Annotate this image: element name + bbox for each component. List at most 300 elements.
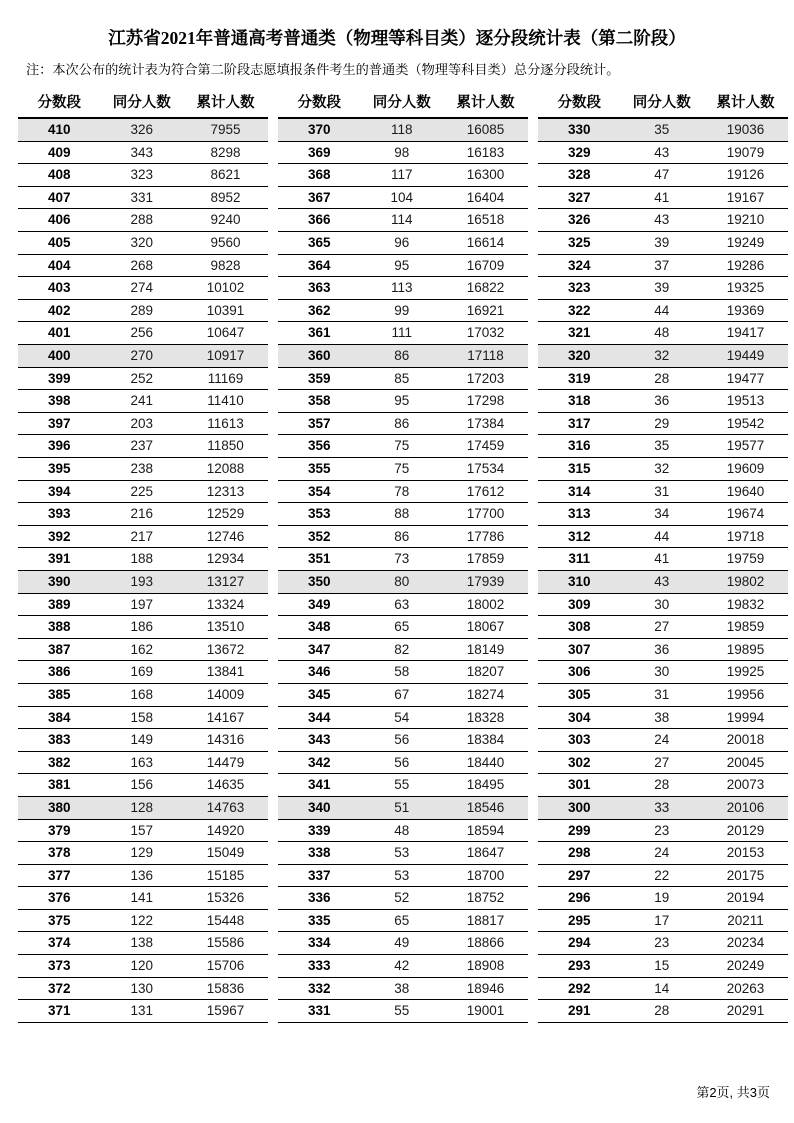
cell-cumulative-count: 18328 [443, 706, 528, 729]
cell-score: 303 [538, 729, 621, 752]
cell-score: 381 [18, 774, 101, 797]
cell-score: 302 [538, 751, 621, 774]
table-row [18, 209, 268, 232]
table-row [18, 864, 268, 887]
cell-same-count: 96 [361, 232, 444, 255]
cell-same-count: 29 [621, 412, 704, 435]
cell-score: 330 [538, 118, 621, 141]
cell-score: 370 [278, 118, 361, 141]
table-row [18, 638, 268, 661]
table-row [18, 729, 268, 752]
cell-score: 397 [18, 412, 101, 435]
page-footer: 第2页, 共3页 [696, 1085, 770, 1100]
cell-same-count: 95 [361, 254, 444, 277]
cell-cumulative-count: 19802 [703, 570, 788, 593]
cumulative-count-column-header: 累计人数 [703, 91, 788, 118]
cell-score: 343 [278, 729, 361, 752]
cell-score: 323 [538, 277, 621, 300]
cell-same-count: 95 [361, 390, 444, 413]
cell-cumulative-count: 7955 [183, 118, 268, 141]
cell-cumulative-count: 13510 [183, 616, 268, 639]
cell-score: 378 [18, 842, 101, 865]
cell-same-count: 44 [621, 299, 704, 322]
same-count-column-header: 同分人数 [361, 91, 444, 118]
cell-same-count: 130 [101, 977, 184, 1000]
cell-same-count: 289 [101, 299, 184, 322]
cell-same-count: 128 [101, 796, 184, 819]
cell-score: 331 [278, 1000, 361, 1023]
cell-cumulative-count: 9828 [183, 254, 268, 277]
cell-same-count: 88 [361, 503, 444, 526]
cell-score: 339 [278, 819, 361, 842]
cell-score: 368 [278, 164, 361, 187]
cell-score: 346 [278, 661, 361, 684]
cell-cumulative-count: 20194 [703, 887, 788, 910]
cell-cumulative-count: 12934 [183, 548, 268, 571]
cell-score: 325 [538, 232, 621, 255]
table-row [538, 390, 788, 413]
cell-score: 405 [18, 232, 101, 255]
cell-same-count: 99 [361, 299, 444, 322]
cell-same-count: 131 [101, 1000, 184, 1023]
cell-cumulative-count: 11410 [183, 390, 268, 413]
table-row [18, 570, 268, 593]
cell-score: 361 [278, 322, 361, 345]
cell-cumulative-count: 19036 [703, 118, 788, 141]
cell-cumulative-count: 19674 [703, 503, 788, 526]
cell-same-count: 98 [361, 141, 444, 164]
cell-score: 296 [538, 887, 621, 910]
cell-same-count: 38 [621, 706, 704, 729]
cell-cumulative-count: 15185 [183, 864, 268, 887]
cell-cumulative-count: 17939 [443, 570, 528, 593]
table-row [538, 932, 788, 955]
cell-score: 379 [18, 819, 101, 842]
table-row [278, 118, 528, 141]
cell-cumulative-count: 17203 [443, 367, 528, 390]
table-row [538, 435, 788, 458]
table-row [18, 593, 268, 616]
table-row [18, 819, 268, 842]
cell-cumulative-count: 14009 [183, 683, 268, 706]
cell-cumulative-count: 12313 [183, 480, 268, 503]
cell-score: 320 [538, 345, 621, 368]
cell-same-count: 268 [101, 254, 184, 277]
cell-same-count: 19 [621, 887, 704, 910]
cell-cumulative-count: 17700 [443, 503, 528, 526]
cell-score: 292 [538, 977, 621, 1000]
cell-score: 335 [278, 909, 361, 932]
cell-cumulative-count: 17384 [443, 412, 528, 435]
cell-same-count: 323 [101, 164, 184, 187]
cell-same-count: 82 [361, 638, 444, 661]
score-table [278, 91, 528, 1023]
cell-same-count: 15 [621, 955, 704, 978]
cell-cumulative-count: 18207 [443, 661, 528, 684]
cell-cumulative-count: 16709 [443, 254, 528, 277]
cell-cumulative-count: 13841 [183, 661, 268, 684]
table-row [278, 774, 528, 797]
cell-cumulative-count: 17459 [443, 435, 528, 458]
cell-same-count: 41 [621, 548, 704, 571]
table-row [278, 751, 528, 774]
cell-score: 319 [538, 367, 621, 390]
cell-score: 364 [278, 254, 361, 277]
table-row [538, 412, 788, 435]
cell-cumulative-count: 19417 [703, 322, 788, 345]
table-row [18, 118, 268, 141]
cell-same-count: 37 [621, 254, 704, 277]
cell-same-count: 43 [621, 209, 704, 232]
cell-score: 304 [538, 706, 621, 729]
table-row [18, 842, 268, 865]
cell-cumulative-count: 15586 [183, 932, 268, 955]
table-row [538, 277, 788, 300]
cell-score: 342 [278, 751, 361, 774]
cell-same-count: 252 [101, 367, 184, 390]
table-row [18, 887, 268, 910]
cell-same-count: 38 [361, 977, 444, 1000]
cell-same-count: 113 [361, 277, 444, 300]
table-row [18, 412, 268, 435]
cell-same-count: 138 [101, 932, 184, 955]
table-row [18, 932, 268, 955]
cell-same-count: 162 [101, 638, 184, 661]
table-row [18, 232, 268, 255]
table-row [278, 435, 528, 458]
cell-score: 399 [18, 367, 101, 390]
cell-cumulative-count: 12088 [183, 458, 268, 481]
cell-cumulative-count: 20234 [703, 932, 788, 955]
cell-same-count: 24 [621, 842, 704, 865]
cell-score: 305 [538, 683, 621, 706]
table-row [278, 209, 528, 232]
cell-same-count: 63 [361, 593, 444, 616]
cell-score: 311 [538, 548, 621, 571]
table-row [278, 548, 528, 571]
cell-cumulative-count: 19640 [703, 480, 788, 503]
cell-same-count: 169 [101, 661, 184, 684]
cell-score: 400 [18, 345, 101, 368]
cell-cumulative-count: 19325 [703, 277, 788, 300]
table-row [278, 186, 528, 209]
table-row [538, 864, 788, 887]
cell-cumulative-count: 11169 [183, 367, 268, 390]
cell-same-count: 256 [101, 322, 184, 345]
table-row [538, 503, 788, 526]
cell-cumulative-count: 14316 [183, 729, 268, 752]
cell-same-count: 52 [361, 887, 444, 910]
cell-same-count: 31 [621, 683, 704, 706]
cell-same-count: 158 [101, 706, 184, 729]
table-row [278, 480, 528, 503]
cell-cumulative-count: 19925 [703, 661, 788, 684]
table-row [278, 277, 528, 300]
cell-cumulative-count: 20045 [703, 751, 788, 774]
cell-score: 345 [278, 683, 361, 706]
cell-same-count: 118 [361, 118, 444, 141]
cell-cumulative-count: 18866 [443, 932, 528, 955]
cell-same-count: 85 [361, 367, 444, 390]
cell-same-count: 86 [361, 412, 444, 435]
table-row [278, 254, 528, 277]
cell-score: 387 [18, 638, 101, 661]
cell-same-count: 186 [101, 616, 184, 639]
cell-score: 409 [18, 141, 101, 164]
cell-score: 386 [18, 661, 101, 684]
table-row [278, 842, 528, 865]
page-title: 江苏省2021年普通高考普通类（物理等科目类）逐分段统计表（第二阶段） [108, 28, 686, 48]
cell-score: 394 [18, 480, 101, 503]
cell-cumulative-count: 19609 [703, 458, 788, 481]
table-row [538, 751, 788, 774]
cell-same-count: 136 [101, 864, 184, 887]
cell-score: 347 [278, 638, 361, 661]
cell-score: 309 [538, 593, 621, 616]
cell-same-count: 197 [101, 593, 184, 616]
table-row [18, 977, 268, 1000]
table-row [18, 706, 268, 729]
table-row [18, 164, 268, 187]
cell-cumulative-count: 19859 [703, 616, 788, 639]
cell-score: 360 [278, 345, 361, 368]
cell-cumulative-count: 19759 [703, 548, 788, 571]
cell-same-count: 104 [361, 186, 444, 209]
table-row [278, 299, 528, 322]
cell-cumulative-count: 8952 [183, 186, 268, 209]
table-row [278, 412, 528, 435]
cell-score: 363 [278, 277, 361, 300]
cell-cumulative-count: 17534 [443, 458, 528, 481]
cell-score: 395 [18, 458, 101, 481]
cell-cumulative-count: 15326 [183, 887, 268, 910]
cell-same-count: 55 [361, 774, 444, 797]
cell-cumulative-count: 18440 [443, 751, 528, 774]
cell-cumulative-count: 16614 [443, 232, 528, 255]
cell-cumulative-count: 20018 [703, 729, 788, 752]
cell-score: 410 [18, 118, 101, 141]
cell-score: 324 [538, 254, 621, 277]
cell-score: 372 [18, 977, 101, 1000]
cell-same-count: 288 [101, 209, 184, 232]
cell-score: 357 [278, 412, 361, 435]
cell-score: 326 [538, 209, 621, 232]
cell-cumulative-count: 19895 [703, 638, 788, 661]
cell-score: 356 [278, 435, 361, 458]
cell-cumulative-count: 18908 [443, 955, 528, 978]
table-row [278, 458, 528, 481]
table-row [538, 322, 788, 345]
cell-same-count: 51 [361, 796, 444, 819]
cell-same-count: 49 [361, 932, 444, 955]
same-count-column-header: 同分人数 [621, 91, 704, 118]
cell-cumulative-count: 20129 [703, 819, 788, 842]
cell-cumulative-count: 18546 [443, 796, 528, 819]
cell-same-count: 163 [101, 751, 184, 774]
cell-cumulative-count: 19369 [703, 299, 788, 322]
cell-score: 401 [18, 322, 101, 345]
cell-cumulative-count: 17859 [443, 548, 528, 571]
cell-same-count: 44 [621, 525, 704, 548]
cell-score: 315 [538, 458, 621, 481]
cell-cumulative-count: 18752 [443, 887, 528, 910]
cell-cumulative-count: 14479 [183, 751, 268, 774]
cell-score: 307 [538, 638, 621, 661]
cell-score: 348 [278, 616, 361, 639]
cell-score: 403 [18, 277, 101, 300]
cell-cumulative-count: 18647 [443, 842, 528, 865]
cell-cumulative-count: 12529 [183, 503, 268, 526]
cell-same-count: 36 [621, 390, 704, 413]
table-row [538, 345, 788, 368]
cell-cumulative-count: 19718 [703, 525, 788, 548]
cell-score: 340 [278, 796, 361, 819]
cell-same-count: 203 [101, 412, 184, 435]
cell-same-count: 41 [621, 186, 704, 209]
cell-cumulative-count: 19832 [703, 593, 788, 616]
cell-same-count: 75 [361, 458, 444, 481]
cell-score: 369 [278, 141, 361, 164]
cell-same-count: 54 [361, 706, 444, 729]
cell-same-count: 33 [621, 796, 704, 819]
cell-same-count: 42 [361, 955, 444, 978]
cell-same-count: 149 [101, 729, 184, 752]
cell-cumulative-count: 17612 [443, 480, 528, 503]
cell-same-count: 48 [361, 819, 444, 842]
cell-same-count: 23 [621, 819, 704, 842]
score-table-1 [18, 91, 268, 1023]
cell-score: 355 [278, 458, 361, 481]
cell-score: 349 [278, 593, 361, 616]
cell-score: 295 [538, 909, 621, 932]
table-row [538, 909, 788, 932]
cell-score: 313 [538, 503, 621, 526]
cell-same-count: 58 [361, 661, 444, 684]
cell-cumulative-count: 20263 [703, 977, 788, 1000]
cell-cumulative-count: 16085 [443, 118, 528, 141]
cell-cumulative-count: 19956 [703, 683, 788, 706]
cell-same-count: 47 [621, 164, 704, 187]
cell-cumulative-count: 11613 [183, 412, 268, 435]
table-row [18, 390, 268, 413]
cell-score: 312 [538, 525, 621, 548]
table-row [278, 232, 528, 255]
cell-same-count: 23 [621, 932, 704, 955]
cell-cumulative-count: 19167 [703, 186, 788, 209]
table-row [538, 367, 788, 390]
table-row [18, 141, 268, 164]
cell-cumulative-count: 16518 [443, 209, 528, 232]
cell-cumulative-count: 18384 [443, 729, 528, 752]
cell-score: 291 [538, 1000, 621, 1023]
cell-same-count: 30 [621, 661, 704, 684]
table-row [18, 909, 268, 932]
table-row [18, 683, 268, 706]
table-row [538, 661, 788, 684]
cell-score: 299 [538, 819, 621, 842]
table-row [278, 661, 528, 684]
cell-score: 366 [278, 209, 361, 232]
cell-score: 377 [18, 864, 101, 887]
table-row [278, 1000, 528, 1023]
cell-score: 367 [278, 186, 361, 209]
score-column-header: 分数段 [538, 91, 621, 118]
cell-score: 359 [278, 367, 361, 390]
cell-cumulative-count: 15967 [183, 1000, 268, 1023]
cell-same-count: 31 [621, 480, 704, 503]
cell-cumulative-count: 8621 [183, 164, 268, 187]
cell-same-count: 43 [621, 141, 704, 164]
cell-same-count: 188 [101, 548, 184, 571]
cell-same-count: 39 [621, 232, 704, 255]
table-row [278, 390, 528, 413]
cell-score: 388 [18, 616, 101, 639]
table-row [278, 706, 528, 729]
cell-cumulative-count: 14920 [183, 819, 268, 842]
cell-same-count: 237 [101, 435, 184, 458]
cell-cumulative-count: 20211 [703, 909, 788, 932]
table-row [538, 616, 788, 639]
cell-score: 407 [18, 186, 101, 209]
cell-cumulative-count: 19994 [703, 706, 788, 729]
cell-cumulative-count: 18149 [443, 638, 528, 661]
table-row [18, 616, 268, 639]
cell-score: 300 [538, 796, 621, 819]
cell-score: 308 [538, 616, 621, 639]
cell-same-count: 331 [101, 186, 184, 209]
score-table [538, 91, 788, 1023]
cell-score: 375 [18, 909, 101, 932]
table-row [538, 254, 788, 277]
table-row [538, 887, 788, 910]
cell-cumulative-count: 19542 [703, 412, 788, 435]
table-row [278, 864, 528, 887]
cell-cumulative-count: 15706 [183, 955, 268, 978]
cell-same-count: 168 [101, 683, 184, 706]
cell-cumulative-count: 17786 [443, 525, 528, 548]
cell-score: 362 [278, 299, 361, 322]
cell-cumulative-count: 16183 [443, 141, 528, 164]
cell-score: 393 [18, 503, 101, 526]
score-table-2 [278, 91, 528, 1023]
cell-cumulative-count: 20106 [703, 796, 788, 819]
cell-same-count: 36 [621, 638, 704, 661]
table-row [538, 480, 788, 503]
cell-same-count: 343 [101, 141, 184, 164]
table-row [18, 277, 268, 300]
cell-same-count: 27 [621, 616, 704, 639]
cell-same-count: 80 [361, 570, 444, 593]
score-table [18, 91, 268, 1023]
cell-score: 329 [538, 141, 621, 164]
table-row [18, 525, 268, 548]
cell-same-count: 56 [361, 729, 444, 752]
cell-score: 353 [278, 503, 361, 526]
cell-same-count: 65 [361, 616, 444, 639]
table-row [538, 209, 788, 232]
table-row [18, 322, 268, 345]
table-row [538, 842, 788, 865]
cell-score: 333 [278, 955, 361, 978]
cell-score: 351 [278, 548, 361, 571]
table-row [278, 977, 528, 1000]
cell-score: 332 [278, 977, 361, 1000]
table-row [278, 367, 528, 390]
cell-score: 316 [538, 435, 621, 458]
table-row [538, 548, 788, 571]
cell-score: 385 [18, 683, 101, 706]
cell-score: 389 [18, 593, 101, 616]
